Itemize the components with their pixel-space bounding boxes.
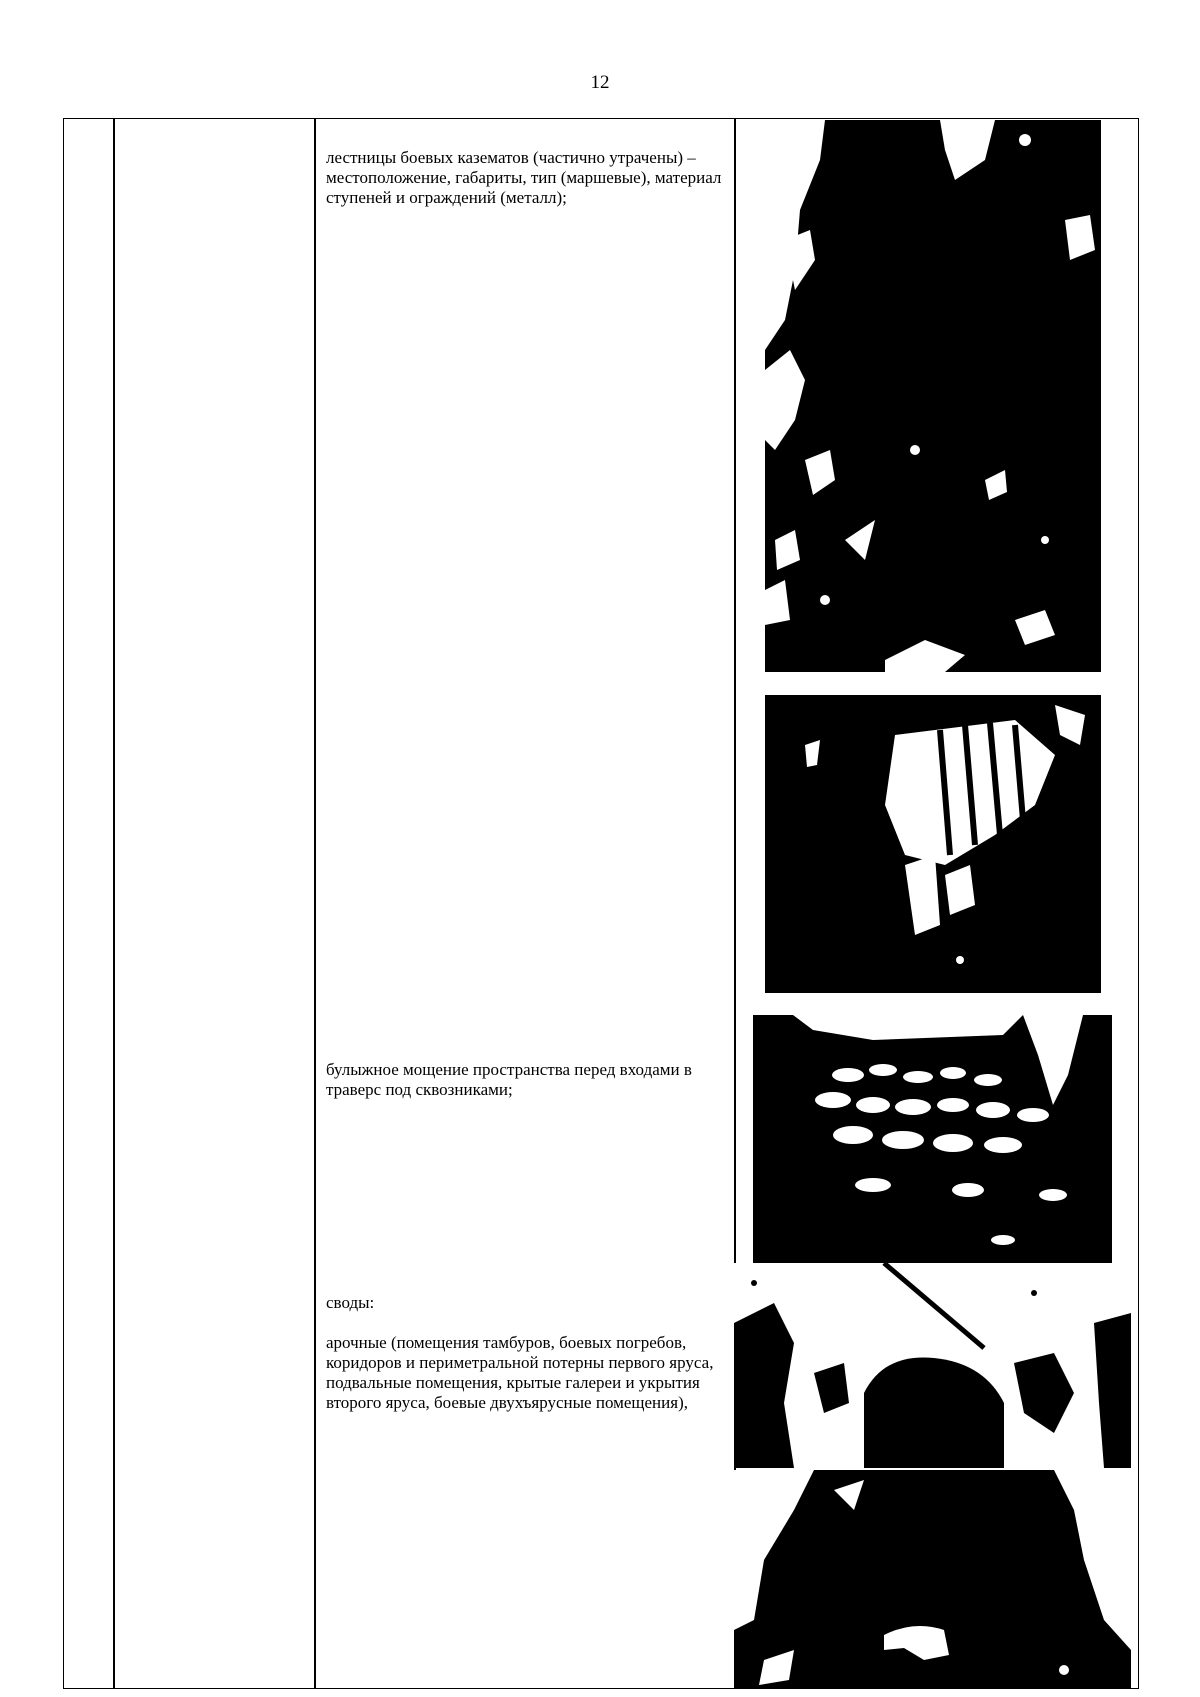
stairs-casemate-photo: [765, 120, 1101, 672]
page-number: 12: [590, 72, 610, 93]
stairs-description: лестницы боевых казематов (частично утрачены) – местоположение, габариты, тип (маршевые), материал ступеней и ограждений (металл);: [326, 148, 722, 207]
vaults-heading: своды:: [326, 1293, 375, 1312]
table-column-divider: [113, 118, 115, 1689]
cobblestone-pavement-photo: [753, 1015, 1112, 1263]
vaults-description: арочные (помещения тамбуров, боевых погребов, коридоров и периметральной потерны первого яруса, подвальные помещения, крытые галереи и укрытия второго яруса, боевые двухъярусные помещения),: [326, 1333, 714, 1412]
cobblestone-description: булыжное мощение пространства перед входами в траверс под сквозниками;: [326, 1060, 692, 1099]
metal-railing-stairs-photo: [765, 695, 1101, 993]
arched-vault-photo: [734, 1263, 1131, 1468]
vault-corridor-photo: [734, 1470, 1131, 1689]
table-column-divider: [314, 118, 316, 1689]
vaults-section: [326, 1293, 731, 1433]
